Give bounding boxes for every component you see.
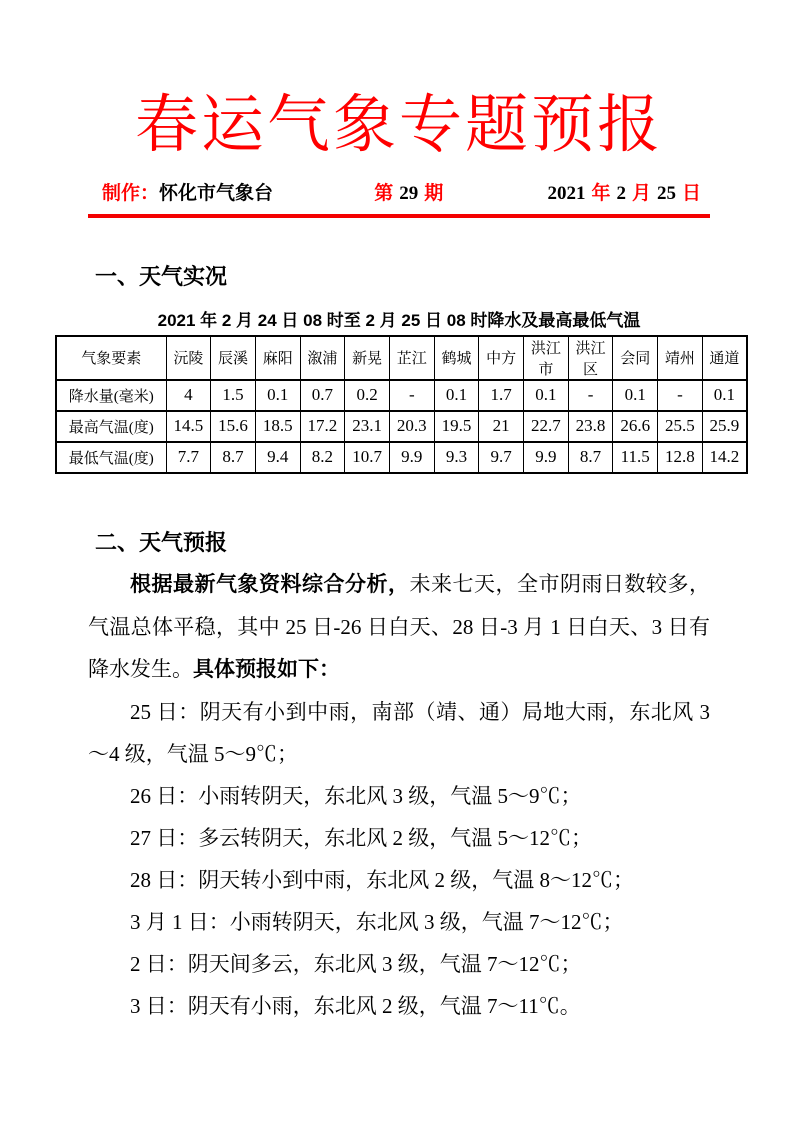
table-cell: 7.7	[166, 442, 211, 473]
forecast-intro	[88, 563, 710, 691]
forecast-item: 2 日：阴天间多云，东北风 3 级，气温 7～12℃；	[130, 951, 582, 976]
column-header: 洪江市	[524, 336, 569, 380]
weather-table-head-row	[56, 336, 747, 380]
table-caption: 2021 年 2 月 24 日 08 时至 2 月 25 日 08 时降水及最高最低气温	[157, 310, 641, 330]
table-cell: 8.7	[211, 442, 256, 473]
table-cell: 1.7	[479, 380, 524, 411]
column-header: 沅陵	[166, 336, 211, 380]
forecast-item: 28 日：阴天转小到中雨，东北风 2 级，气温 8～12℃；	[130, 867, 634, 892]
column-header: 气象要素	[56, 336, 166, 380]
forecast-item: 3 日：阴天有小雨，东北风 2 级，气温 7～11℃。	[130, 993, 581, 1018]
table-cell: 9.7	[479, 442, 524, 473]
table-cell: -	[568, 380, 613, 411]
document-title: 春运气象专题预报	[135, 90, 663, 160]
table-cell: 14.2	[702, 442, 747, 473]
table-cell: 19.5	[434, 411, 479, 442]
table-cell: 0.1	[524, 380, 569, 411]
table-cell: -	[658, 380, 703, 411]
weather-table	[55, 335, 748, 474]
date-month-unit: 月	[631, 183, 651, 205]
column-header: 溆浦	[300, 336, 345, 380]
table-cell: 23.1	[345, 411, 390, 442]
column-header: 芷江	[389, 336, 434, 380]
table-row	[56, 411, 747, 442]
table-cell: 0.1	[434, 380, 479, 411]
table-cell: 0.1	[255, 380, 300, 411]
forecast-item: 26 日：小雨转阴天，东北风 3 级，气温 5～9℃；	[130, 783, 582, 808]
issue-number	[371, 183, 446, 206]
column-header: 鹤城	[434, 336, 479, 380]
table-cell: 1.5	[211, 380, 256, 411]
table-cell: 9.9	[389, 442, 434, 473]
forecast-item: 27 日：多云转阴天，东北风 2 级，气温 5～12℃；	[130, 825, 592, 850]
masthead	[88, 183, 710, 206]
table-cell: 15.6	[211, 411, 256, 442]
date-year-unit: 年	[591, 183, 611, 205]
table-cell: 4	[166, 380, 211, 411]
table-cell: 8.2	[300, 442, 345, 473]
column-header: 会同	[613, 336, 658, 380]
producer-value: 怀化市气象台	[159, 183, 274, 205]
section-2-heading: 二、天气预报	[95, 529, 228, 555]
date-day: 25	[656, 183, 676, 205]
table-cell: 8.7	[568, 442, 613, 473]
date-year: 2021	[547, 183, 586, 205]
column-header: 洪江区	[568, 336, 613, 380]
row-header: 最高气温(度)	[56, 411, 166, 442]
table-cell: 22.7	[524, 411, 569, 442]
table-cell: 23.8	[568, 411, 613, 442]
table-cell: 9.9	[524, 442, 569, 473]
issue-suffix: 期	[424, 183, 444, 205]
table-cell: 10.7	[345, 442, 390, 473]
table-cell: -	[389, 380, 434, 411]
column-header: 中方	[479, 336, 524, 380]
column-header: 麻阳	[255, 336, 300, 380]
table-cell: 11.5	[613, 442, 658, 473]
weather-table-body	[56, 380, 747, 473]
table-cell: 25.5	[658, 411, 703, 442]
intro-lead: 根据最新气象资料综合分析，	[130, 572, 410, 596]
table-cell: 0.7	[300, 380, 345, 411]
table-cell: 25.9	[702, 411, 747, 442]
intro-tail: 具体预报如下：	[193, 657, 340, 681]
producer	[102, 183, 273, 206]
column-header: 辰溪	[211, 336, 256, 380]
table-cell: 20.3	[389, 411, 434, 442]
column-header: 靖州	[658, 336, 703, 380]
publish-date	[544, 183, 704, 206]
table-cell: 0.1	[702, 380, 747, 411]
table-cell: 9.3	[434, 442, 479, 473]
table-cell: 17.2	[300, 411, 345, 442]
date-month: 2	[616, 183, 626, 205]
masthead-divider	[88, 214, 710, 218]
table-cell: 26.6	[613, 411, 658, 442]
producer-label: 制作：	[102, 183, 160, 205]
table-cell: 0.1	[613, 380, 658, 411]
table-cell: 0.2	[345, 380, 390, 411]
issue-value: 29	[399, 183, 419, 205]
table-cell: 9.4	[255, 442, 300, 473]
table-row	[56, 380, 747, 411]
intro-body: 未来七天，全市阴雨日数较多，气温总体平稳，其中 25 日-26 日白天、28 日-3 月 1 日白天、3 日有降水发生。	[88, 571, 710, 681]
column-header: 通道	[702, 336, 747, 380]
table-cell: 12.8	[658, 442, 703, 473]
row-header: 降水量(毫米)	[56, 380, 166, 411]
table-row	[56, 442, 747, 473]
table-cell: 14.5	[166, 411, 211, 442]
section-1-heading: 一、天气实况	[95, 263, 228, 289]
forecast-item: 25 日：阴天有小到中雨，南部（靖、通）局地大雨，东北风 3～4 级，气温 5～9℃；	[88, 699, 710, 766]
table-cell: 21	[479, 411, 524, 442]
forecast-item: 3 月 1 日：小雨转阴天，东北风 3 级，气温 7～12℃；	[130, 909, 624, 934]
issue-prefix: 第	[374, 183, 394, 205]
table-cell: 18.5	[255, 411, 300, 442]
row-header: 最低气温(度)	[56, 442, 166, 473]
date-day-unit: 日	[681, 183, 701, 205]
column-header: 新晃	[345, 336, 390, 380]
